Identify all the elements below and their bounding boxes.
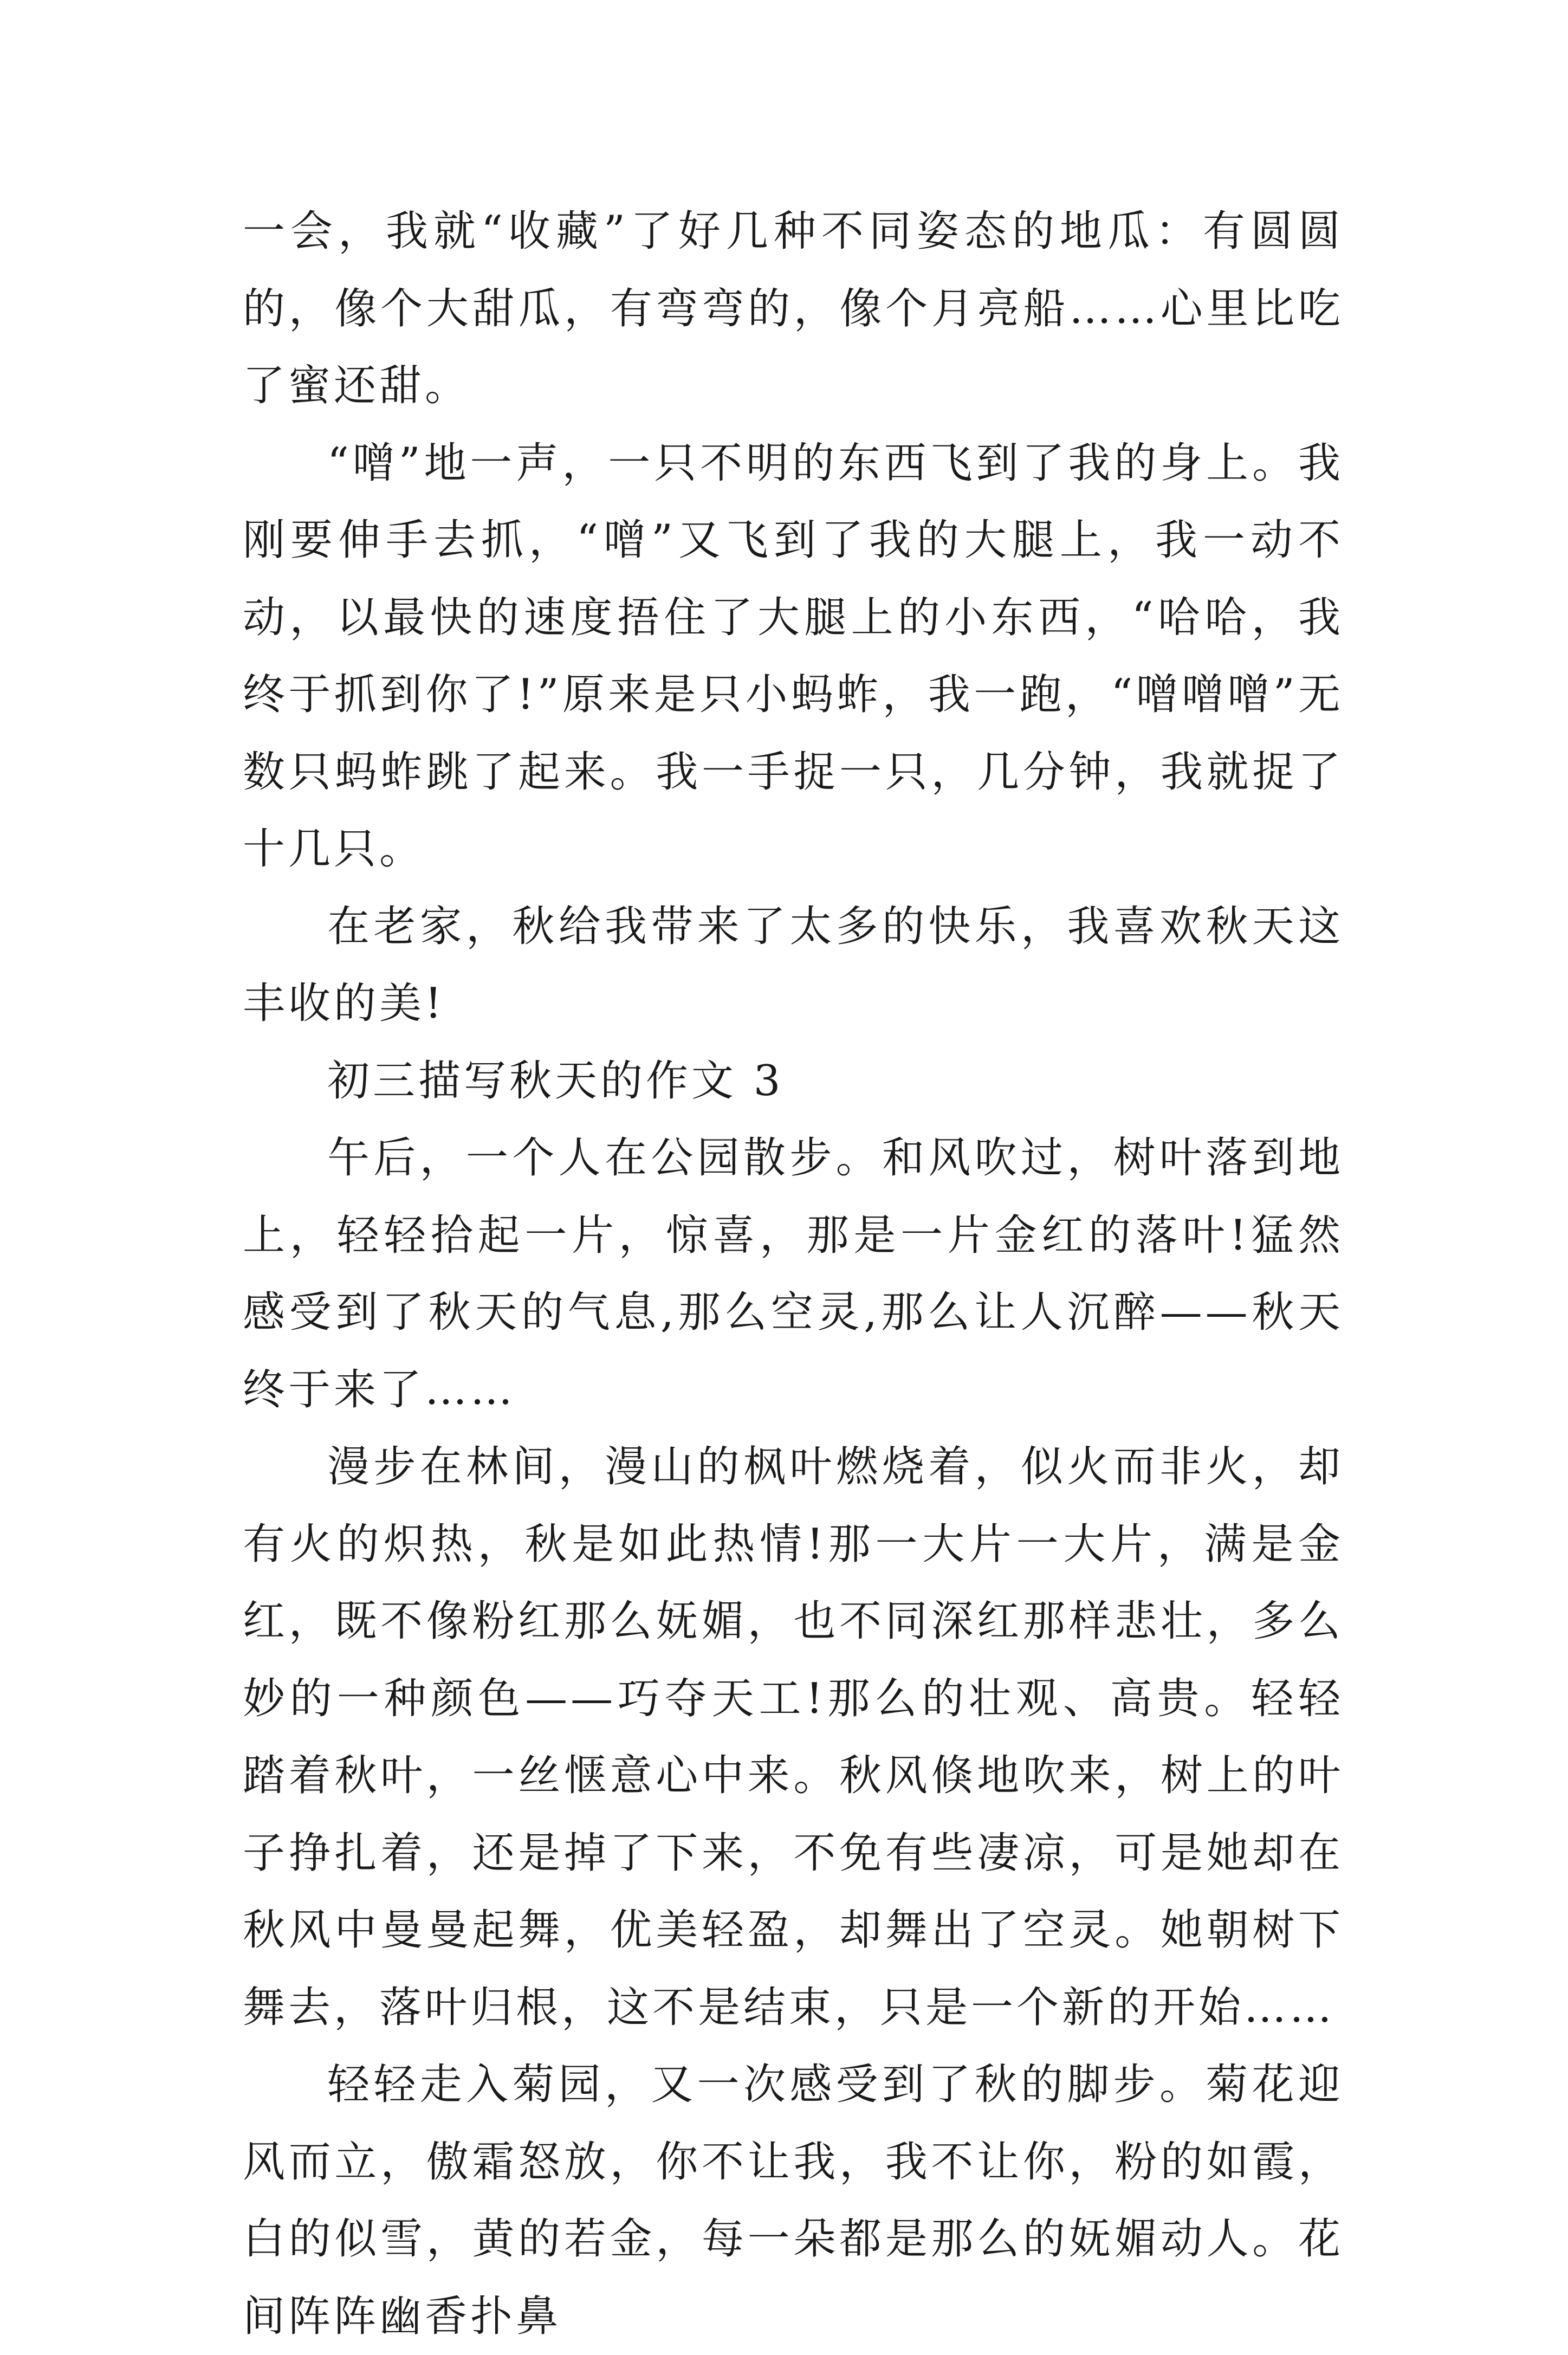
paragraph-4: 午后，一个人在公园散步。和风吹过，树叶落到地上，轻轻拾起一片，惊喜，那是一片金红的落叶!猛然感受到了秋天的气息,那么空灵,那么让人沉醉——秋天终于来了……: [243, 1134, 1344, 1414]
paragraph-2: “噌”地一声，一只不明的东西飞到了我的身上。我刚要伸手去抓，“噌”又飞到了我的大腿上，我一动不动，以最快的速度捂住了大腿上的小东西，“哈哈，我终于抓到你了!”原来是只小蚂蚱，我一跑，“噌噌噌”无数只蚂蚱跳了起来。我一手捉一只，几分钟，我就捉了十几只。: [243, 438, 1344, 874]
section-heading: 初三描写秋天的作文 3: [327, 1056, 784, 1105]
paragraph-6: 轻轻走入菊园，又一次感受到了秋的脚步。菊花迎风而立，傲霜怒放，你不让我，我不让你，粉的如霞，白的似雪，黄的若金，每一朵都是那么的妩媚动人。花间阵阵幽香扑鼻: [243, 2060, 1344, 2341]
paragraph-5: 漫步在林间，漫山的枫叶燃烧着，似火而非火，却有火的炽热，秋是如此热情!那一大片一大片，满是金红，既不像粉红那么妩媚，也不同深红那样悲壮，多么妙的一种颜色——巧夺天工!那么的壮观、高贵。轻轻踏着秋叶，一丝惬意心中来。秋风倏地吹来，树上的叶子挣扎着，还是掉了下来，不免有些凄凉，可是她却在秋风中曼曼起舞，优美轻盈，却舞出了空灵。她朝树下舞去，落叶归根，这不是结束，只是一个新的开始……: [243, 1442, 1344, 2032]
paragraph-3: 在老家，秋给我带来了太多的快乐，我喜欢秋天这丰收的美!: [243, 902, 1344, 1028]
paragraph-1: 一会，我就“收藏”了好几种不同姿态的地瓜：有圆圆的，像个大甜瓜，有弯弯的，像个月亮船……心里比吃了蜜还甜。: [243, 207, 1344, 410]
document-body: [243, 193, 1344, 2355]
